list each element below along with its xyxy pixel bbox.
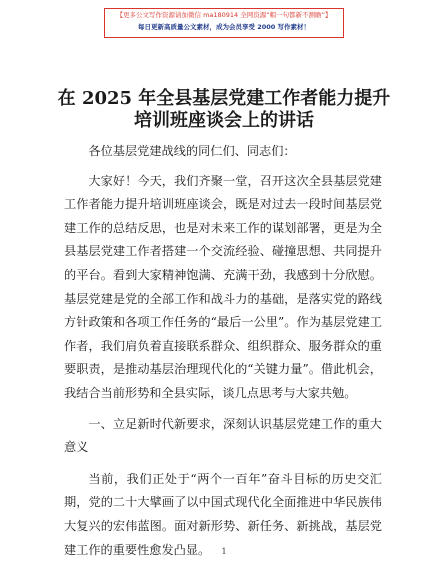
promo-banner	[104, 8, 344, 38]
promo-banner-line1: 【更多公文写作资源请加微信 ma180914 全网资源“帽一句都新不测瞻”】	[116, 11, 332, 19]
document-body	[64, 140, 382, 562]
paragraph-opening: 大家好！今天，我们齐聚一堂，召开这次全县基层党建工作者能力提升培训班座谈会，既是对过去一段时间基层党建工作的总结反思，也是对未来工作的谋划部署，更是为全县基层党建工作者搭建一个交流经验、碰撞思想、共同提升的平台。看到大家精神饱满、充满干劲，我感到十分欣慰。基层党建是党的全部工作和战斗力的基础，是落实党的路线方针政策和各项工作任务的“最后一公里”。作为基层党建工作者，我们肩负着直接联系群众、组织群众、服务群众的重要职责，是推动基层治理现代化的“关键力量”。借此机会，我结合当前形势和全县实际，谈几点思考与大家共勉。	[64, 173, 382, 400]
promo-banner-line2: 每日更新高质量公文素材，成为会员享受 2000 写作素材！	[137, 23, 311, 31]
salutation: 各位基层党建战线的同仁们、同志们：	[88, 144, 296, 158]
page-number: 1	[221, 547, 227, 556]
paragraph-current-situation: 当前，我们正处于“两个一百年”奋斗目标的历史交汇期，党的二十大擘画了以中国式现代化全面推进中华民族伟大复兴的宏伟蓝图。面对新形势、新任务、新挑战，基层党建工作的重要性愈发凸显。	[64, 471, 382, 557]
document-title: 在 2025 年全县基层党建工作者能力提升培训班座谈会上的讲话	[57, 88, 391, 131]
section-heading: 一、立足新时代新要求，深刻认识基层党建工作的重大意义	[64, 416, 382, 455]
